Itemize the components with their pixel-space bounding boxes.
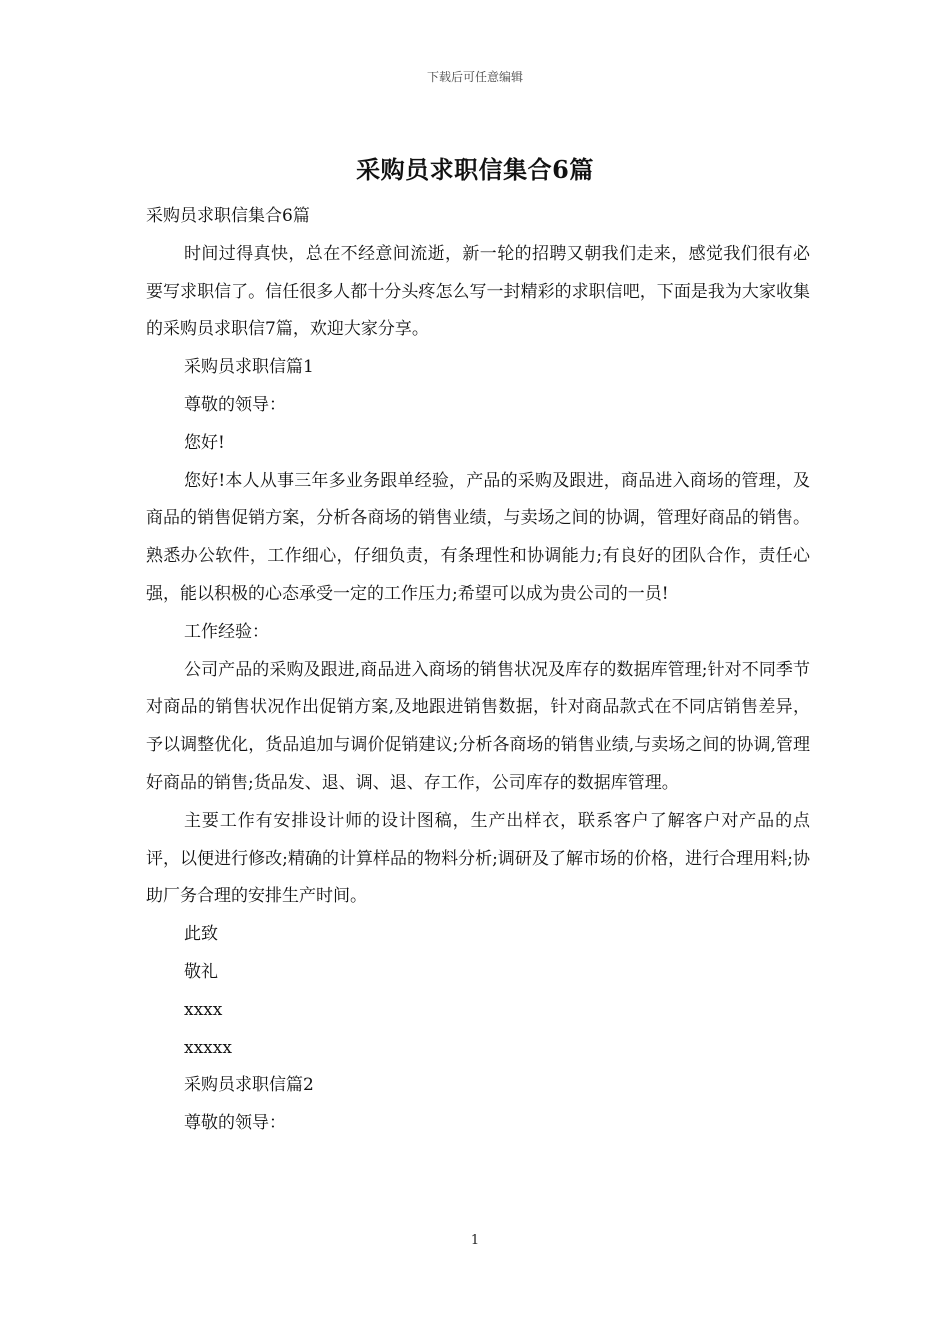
section-heading: 采购员求职信篇1	[184, 357, 314, 378]
intro-paragraph: 时间过得真快，总在不经意间流逝，新一轮的招聘又朝我们走来，感觉我们很有必要写求职信了。信任很多人都十分头疼怎么写一封精彩的求职信吧，下面是我为大家收集的采购员求职信7篇，欢迎大家分享。	[146, 243, 810, 340]
page-number: 1	[470, 1233, 480, 1248]
header-note: 下载后可任意编辑	[426, 70, 523, 84]
greeting: 您好!	[184, 432, 225, 453]
salutation: 尊敬的领导：	[184, 394, 286, 415]
body-paragraph: 您好!本人从事三年多业务跟单经验，产品的采购及跟进，商品进入商场的管理，及商品的销售促销方案，分析各商场的销售业绩，与卖场之间的协调，管理好商品的销售。熟悉办公软件，工作细心，仔细负责，有条理性和协调能力;有良好的团队合作，责任心强，能以积极的心态承受一定的工作压力;希望可以成为贵公司的一员!	[146, 470, 810, 604]
signature-date: xxxxx	[184, 1037, 232, 1058]
closing-line: 此致	[184, 924, 218, 945]
document-body	[146, 198, 810, 1143]
body-paragraph: 公司产品的采购及跟进,商品进入商场的销售状况及库存的数据库管理;针对不同季节对商品的销售状况作出促销方案,及地跟进销售数据，针对商品款式在不同店销售差异，予以调整优化，货品追加与调价促销建议;分析各商场的销售业绩,与卖场之间的协调,管理好商品的销售;货品发、退、调、退、存工作，公司库存的数据库管理。	[146, 659, 810, 793]
signature-name: xxxx	[184, 999, 223, 1020]
document-title: 采购员求职信集合6篇	[356, 155, 594, 184]
section-heading: 采购员求职信篇2	[184, 1075, 314, 1096]
salutation: 尊敬的领导：	[184, 1113, 286, 1134]
closing-line: 敬礼	[184, 961, 218, 982]
body-paragraph: 主要工作有安排设计师的设计图稿，生产出样衣，联系客户了解客户对产品的点评，以便进行修改;精确的计算样品的物料分析;调研及了解市场的价格，进行合理用料;协助厂务合理的安排生产时间。	[146, 810, 810, 907]
experience-heading: 工作经验：	[184, 621, 269, 642]
subtitle-line: 采购员求职信集合6篇	[146, 206, 310, 226]
